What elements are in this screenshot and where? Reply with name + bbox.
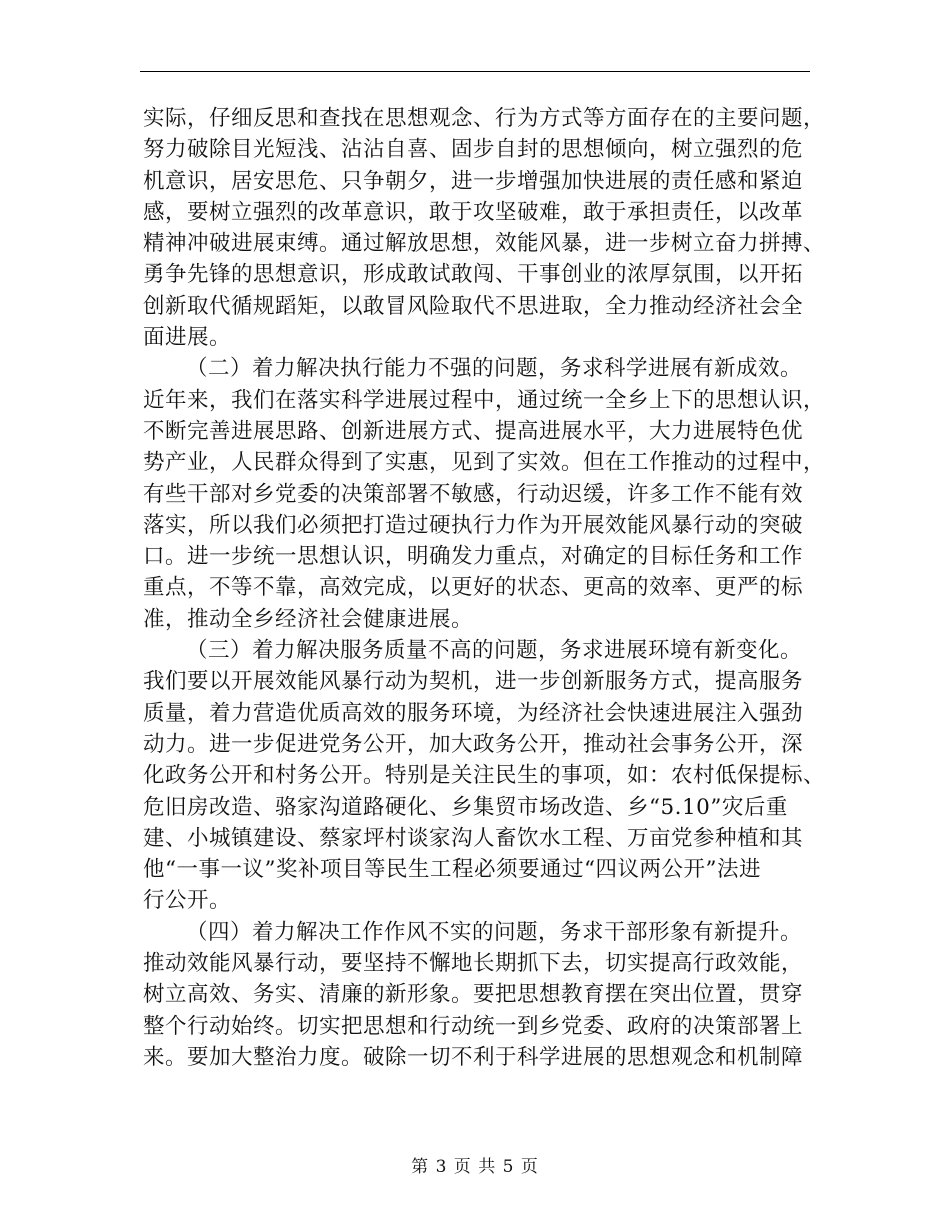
text-line: 面进展。 (143, 325, 232, 351)
text-line: 行公开。 (143, 888, 232, 914)
text-line: 危旧房改造、骆家沟道路硬化、乡集贸市场改造、乡“5.10”灾后重 (143, 794, 788, 820)
text-line: 不断完善进展思路、创新进展方式、提高进展水平，大力进展特色优 (143, 418, 804, 444)
page-number: 第 3 页 共 5 页 (411, 1157, 539, 1177)
text-line: 感，要树立强烈的改革意识，敢于攻坚破难，敢于承担责任，以改革 (143, 199, 804, 225)
text-line: 近年来，我们在落实科学进展过程中，通过统一全乡上下的思想认识， (143, 387, 826, 413)
text-line: 机意识，居安思危、只争朝夕，进一步增强加快进展的责任感和紧迫 (143, 168, 804, 194)
text-line: 化政务公开和村务公开。特别是关注民生的事项，如：农村低保提标、 (143, 763, 826, 789)
text-line: 来。要加大整治力度。破除一切不利于科学进展的思想观念和机制障 (143, 1044, 804, 1070)
text-line: 准，推动全乡经济社会健康进展。 (143, 606, 474, 632)
text-line: 落实，所以我们必须把打造过硬执行力作为开展效能风暴行动的突破 (143, 512, 804, 538)
text-line: 努力破除目光短浅、沾沾自喜、固步自封的思想倾向，树立强烈的危 (143, 137, 804, 163)
text-line: 建、小城镇建设、蔡家坪村谈家沟人畜饮水工程、万亩党参种植和其 (143, 825, 804, 851)
header-rule (140, 71, 810, 72)
section-heading-4: （四）着力解决工作作风不实的问题，务求干部形象有新提升。 (186, 919, 803, 945)
text-line: 重点，不等不靠，高效完成，以更好的状态、更高的效率、更严的标 (143, 575, 804, 601)
text-line: 动力。进一步促进党务公开，加大政务公开，推动社会事务公开，深 (143, 731, 804, 757)
text-line: 势产业，人民群众得到了实惠，见到了实效。但在工作推动的过程中， (143, 450, 826, 476)
text-line: 有些干部对乡党委的决策部署不敏感，行动迟缓，许多工作不能有效 (143, 481, 804, 507)
section-heading-3: （三）着力解决服务质量不高的问题，务求进展环境有新变化。 (186, 638, 803, 664)
text-line: 口。进一步统一思想认识，明确发力重点，对确定的目标任务和工作 (143, 544, 804, 570)
document-body (143, 103, 826, 1073)
text-line: 整个行动始终。切实把思想和行动统一到乡党委、政府的决策部署上 (143, 1013, 804, 1039)
text-line: 勇争先锋的思想意识，形成敢试敢闯、干事创业的浓厚氛围，以开拓 (143, 262, 804, 288)
text-line: 创新取代循规蹈矩，以敢冒风险取代不思进取，全力推动经济社会全 (143, 293, 804, 319)
text-line: 精神冲破进展束缚。通过解放思想，效能风暴，进一步树立奋力拼搏、 (143, 231, 826, 257)
text-line: 他“一事一议”奖补项目等民生工程必须要通过“四议两公开”法进 (143, 857, 761, 883)
text-line: 实际，仔细反思和查找在思想观念、行为方式等方面存在的主要问题， (143, 106, 826, 131)
text-line: 质量，着力营造优质高效的服务环境，为经济社会快速进展注入强劲 (143, 700, 804, 726)
text-line: 树立高效、务实、清廉的新形象。要把思想教育摆在突出位置，贯穿 (143, 982, 804, 1008)
text-line: 我们要以开展效能风暴行动为契机，进一步创新服务方式，提高服务 (143, 669, 804, 695)
text-line: 推动效能风暴行动，要坚持不懈地长期抓下去，切实提高行政效能， (143, 951, 804, 977)
section-heading-2: （二）着力解决执行能力不强的问题，务求科学进展有新成效。 (186, 356, 803, 382)
